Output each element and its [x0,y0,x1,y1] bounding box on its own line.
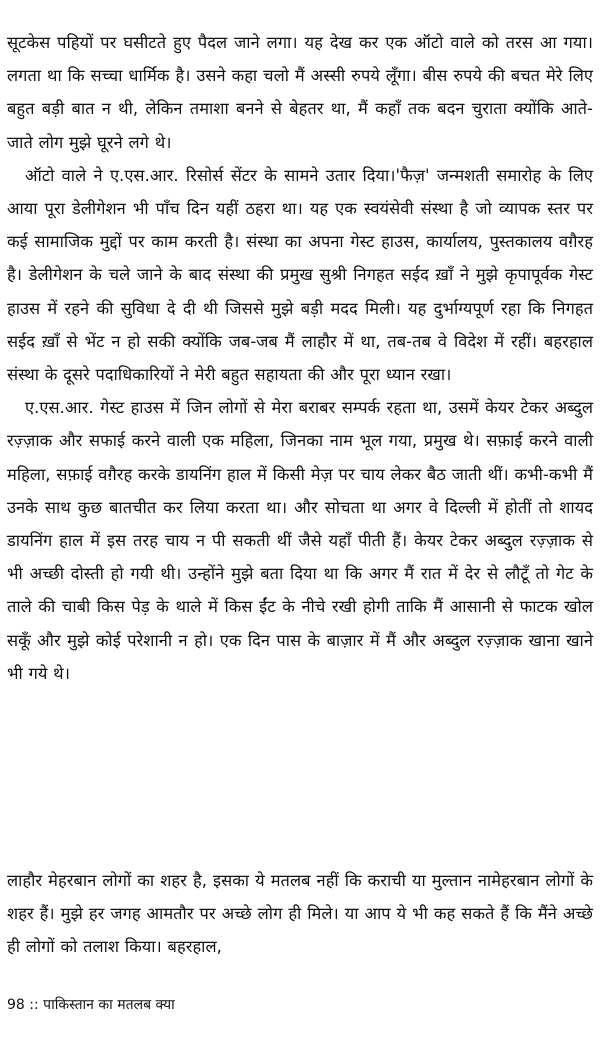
page-footer [7,994,175,1016]
new-section-text-block [7,864,593,964]
paragraph-asr-resource-center: ऑटो वाले ने ए.एस.आर. रिसोर्स सेंटर के सामने उतार दिया।'फैज़' जन्मशती समारोह के लिए आया पूरा डेलीगेशन भी पाँच दिन यहीं ठहरा था। यह एक स्वयंसेवी संस्था है जो व्यापक स्तर पर कई सामाजिक मुद्दों पर काम करती है। संस्था का अपना गेस्ट हाउस, कार्यालय, पुस्तकालय वग़ैरह है। डेलीगेशन के चले जाने के बाद संस्था की प्रमुख सुश्री निगहत सईद ख़ाँ ने मुझे कृपापूर्वक गेस्ट हाउस में रहने की सुविधा दे दी थी जिससे मुझे बड़ी मदद मिली। यह दुर्भाग्यपूर्ण रहा कि निगहत सईद ख़ाँ से भेंट न हो सकी क्योंकि जब-जब मैं लाहौर में था, तब-तब वे विदेश में रहीं। बहरहाल संस्था के दूसरे पदाधिकारियों ने मेरी बहुत सहायता की और पूरा ध्यान रखा। [7,165,593,385]
footer-separator: :: [29,997,39,1013]
paragraph-lahore-kind-people: लाहौर मेहरबान लोगों का शहर है, इसका ये मतलब नहीं कि कराची या मुल्तान नामेहरबान लोगों के शहर हैं। मुझे हर जगह आमतौर पर अच्छे लोग ही मिले। या आप ये भी कह सकते हैं कि मैंने अच्छे ही लोगों को तलाश किया। बहरहाल, [7,871,593,957]
book-title: पाकिस्तान का मतलब क्या [43,997,175,1013]
paragraph-suitcase-auto: सूटकेस पहियों पर घसीटते हुए पैदल जाने लगा। यह देख कर एक ऑटो वाले को तरस आ गया। लगता था कि सच्चा धार्मिक है। उसने कहा चलो मैं अस्सी रुपये लूँगा। बीस रुपये की बचत मेरे लिए बहुत बड़ी बात न थी, लेकिन तमाशा बनने से बेहतर था, मैं कहाँ तक बदन चुराता क्योंकि आते-जाते लोग मुझे घूरने लगे थे। [7,33,593,152]
paragraph-guest-house-people: ए.एस.आर. गेस्ट हाउस में जिन लोगों से मेरा बराबर सम्पर्क रहता था, उसमें केयर टेकर अब्दुल रज़्ज़ाक और सफाई करने वाली एक महिला, जिनका नाम भूल गया, प्रमुख थे। सफ़ाई करने वाली महिला, सफ़ाई वग़ैरह करके डायनिंग हाल में किसी मेज़ पर चाय लेकर बैठ जाती थीं। कभी-कभी मैं उनके साथ कुछ बातचीत कर लिया करता था। और सोचता था अगर वे दिल्ली में होतीं तो शायद डायनिंग हाल में इस तरह चाय न पी सकती थीं जैसे यहाँ पीती हैं। केयर टेकर अब्दुल रज़्ज़ाक से भी अच्छी दोस्ती हो गयी थी। उन्होंने मुझे बता दिया था कि अगर मैं रात में देर से लौटूँ तो गेट के ताले की चाबी किस पेड़ के थाले में किस ईंट के नीचे रखी होगी ताकि मैं आसानी से फाटक खोल सकूँ और मुझे कोई परेशानी न हो। एक दिन पास के बाज़ार में मैं और अब्दुल रज़्ज़ाक खाना खाने भी गये थे। [7,398,593,683]
page-number: 98 [7,997,25,1013]
main-text-block [7,26,593,690]
